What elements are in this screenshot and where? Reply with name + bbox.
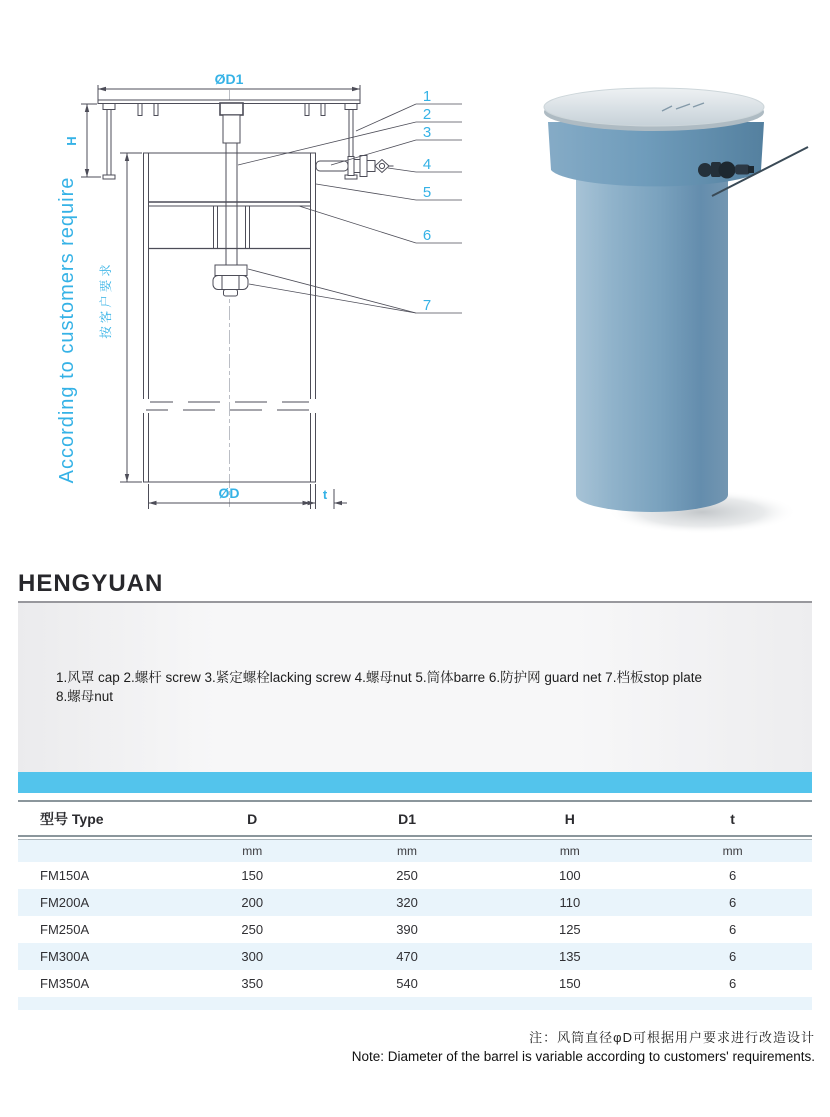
photo-barrel <box>576 178 728 512</box>
callout-5: 5 <box>422 184 432 201</box>
note-english: Note: Diameter of the barrel is variable according to customers' requirements. <box>351 1049 815 1064</box>
legend-line-1: 1.风罩 cap 2.螺杆 screw 3.紧定螺栓lacking screw 4.螺母nut 5.筒体barre 6.防护网 guard net 7.档板stop plate <box>56 670 702 685</box>
legend-line-2: 8.螺母nut <box>56 688 114 704</box>
side-note-en: According to customers require <box>56 176 78 484</box>
parts-legend <box>56 669 766 707</box>
side-bolt <box>316 156 394 177</box>
drawing-geometry <box>81 85 360 509</box>
table-row: FM250A 250 390 125 6 <box>40 922 737 937</box>
table-row: FM200A 200 320 110 6 <box>18 889 812 916</box>
table-row: FM350A 350 540 150 6 <box>40 976 737 991</box>
brand-title: HENGYUAN <box>18 570 164 597</box>
callout-1: 1 <box>422 88 432 105</box>
dim-label-d: ØD <box>218 485 240 501</box>
table-row: FM300A 300 470 135 6 <box>18 943 812 970</box>
photo-disc-top <box>544 88 764 126</box>
table-row: FM150A 150 250 100 6 <box>40 868 737 883</box>
spec-table <box>18 800 812 1010</box>
technical-drawing <box>40 50 470 530</box>
footer-notes <box>352 1027 815 1064</box>
table-header-row <box>18 802 812 835</box>
callout-7: 7 <box>422 297 432 314</box>
table-footer-band <box>18 997 812 1010</box>
side-note-cn: 按客户要求 <box>99 261 113 339</box>
col-header-d1: D1 <box>398 810 416 827</box>
col-header-h: H <box>564 810 575 827</box>
callout-6: 6 <box>422 227 432 244</box>
col-header-t: t <box>730 810 735 827</box>
note-chinese: 注：风筒直径φD可根据用户要求进行改造设计 <box>529 1030 815 1045</box>
callout-2: 2 <box>422 106 432 123</box>
dim-label-d1: ØD1 <box>214 71 244 87</box>
col-header-type: 型号 Type <box>40 810 104 827</box>
callout-3: 3 <box>422 124 432 141</box>
legend-panel <box>18 603 812 772</box>
product-photo <box>470 40 820 570</box>
dim-label-h: H <box>64 136 79 146</box>
cyan-band <box>18 772 812 793</box>
units-row: mm mm mm mm <box>18 840 812 862</box>
dim-label-t: t <box>322 487 328 502</box>
col-header-d: D <box>247 810 258 827</box>
callout-4: 4 <box>422 156 432 173</box>
